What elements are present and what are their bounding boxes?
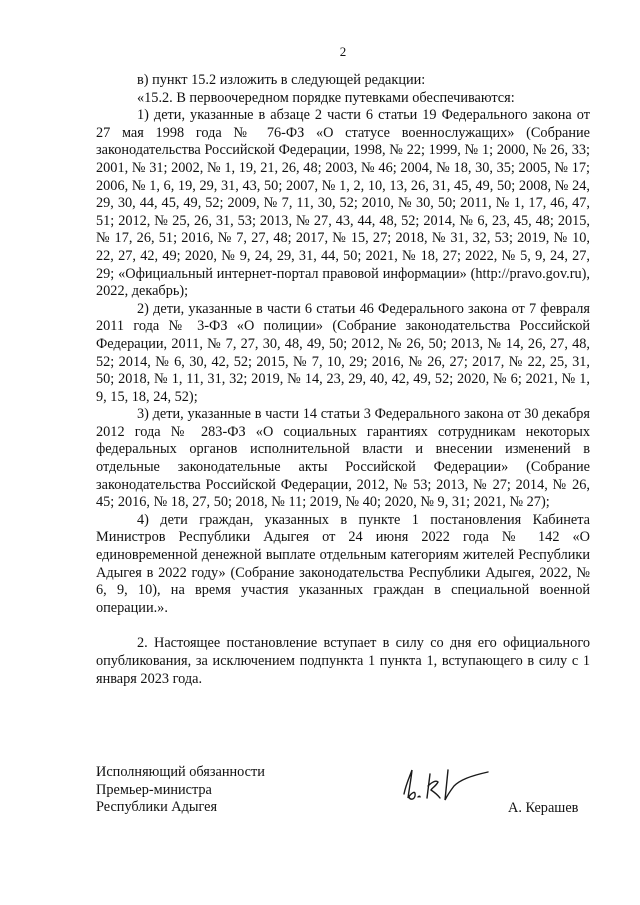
signatory-name: А. Керашев: [508, 800, 579, 816]
paragraph-effective-date: 2. Настоящее постановление вступает в силу со дня его официального опубликования, за исключением подпункта 1 пункта 1, вступающего в силу с 1 января 2023 года.: [96, 635, 590, 687]
paragraph-clause-15-2: «15.2. В первоочередном порядке путевками обеспечиваются:: [137, 89, 515, 106]
paragraph-item-1: 1) дети, указанные в абзаце 2 части 6 статьи 19 Федерального закона от 27 мая 1998 года № 76-ФЗ «О статусе военнослужащих» (Собрание законодательства Российской Федерации, 1998, № 22; 1999, № 1; 2000, № 26, 33; 2001, № 31; 2002, № 1, 19, 21, 26, 48; 2003, № 46; 2004, № 18, 30, 35; 2005, № 17; 2006, № 1, 6, 19, 29, 31, 43, 50; 2007, № 1, 2, 10, 13, 26, 31, 45, 49, 50; 2008, № 24, 29, 30, 44, 45, 49, 52; 2009, № 7, 11, 30, 52; 2010, № 30, 50; 2011, № 1, 17, 46, 47, 51; 2012, № 25, 26, 31, 53; 2013, № 27, 43, 44, 48, 52; 2014, № 6, 23, 45, 48; 2015, № 17, 26, 51; 2016, № 7, 27, 48; 2017, № 15, 27; 2018, № 31, 32, 53; 2019, № 10, 22, 27, 42, 49; 2020, № 9, 24, 29, 31, 44, 50; 2021, № 18, 27; 2022, № 5, 9, 24, 27, 29; «Официальный интернет-портал правовой информации» (http://pravo.gov.ru), 2022, декабрь);: [96, 107, 590, 300]
signatory-position-line: Республики Адыгея: [96, 799, 218, 816]
page-number: 2: [339, 44, 347, 59]
paragraph-amendment-intro: в) пункт 15.2 изложить в следующей редакции:: [137, 72, 426, 88]
signatory-position-line: Исполняющий обязанности: [96, 764, 265, 780]
paragraph-item-2: 2) дети, указанные в части 6 статьи 46 Федерального закона от 7 февраля 2011 года № 3-ФЗ «О полиции» (Собрание законодательства Российской Федерации, 2011, № 7, 27, 30, 48, 49, 50; 2012, № 26, 50; 2013, № 14, 26, 27, 48, 52; 2014, № 6, 30, 42, 52; 2015, № 7, 10, 29; 2016, № 26, 27; 2017, № 22, 25, 31, 50; 2018, № 1, 11, 31, 32; 2019, № 14, 23, 29, 40, 42, 49, 52; 2020, № 6; 2021, № 1, 9, 15, 18, 24, 52);: [96, 300, 590, 405]
paragraph-item-3: 3) дети, указанные в части 14 статьи 3 Федерального закона от 30 декабря 2012 года № 283-ФЗ «О социальных гарантиях сотрудникам некоторых федеральных органов исполнительной власти и внесении изменений в отдельные законодательные акты Российской Федерации» (Собрание законодательства Российской Федерации, 2012, № 53; 2013, № 27; 2014, № 26, 45; 2016, № 18, 27, 50; 2018, № 11; 2019, № 40; 2020, № 9, 31; 2021, № 27);: [96, 406, 590, 511]
document-body: [96, 72, 590, 688]
signatory-position: [96, 764, 265, 817]
handwritten-signature: [396, 760, 496, 812]
signatory-position-line: Премьер-министра: [96, 781, 212, 798]
paragraph-item-4: 4) дети граждан, указанных в пункте 1 постановления Кабинета Министров Республики Адыгея от 24 июня 2022 года № 142 «О единовременной денежной выплате отдельным категориям жителей Республики Адыгея в 2022 году» (Собрание законодательства Республики Адыгея, 2022, № 6, 9, 10), на время участия указанных граждан в специальной военной операции.».: [96, 511, 590, 616]
